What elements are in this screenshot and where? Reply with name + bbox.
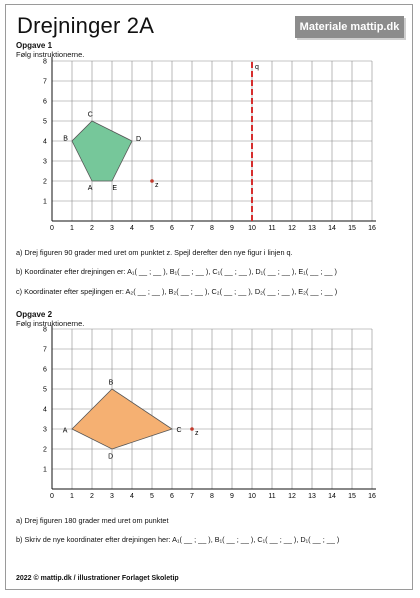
task1-instruction: Følg instruktionerne.	[16, 50, 85, 59]
task1-shape	[72, 121, 132, 181]
task1-x-tick-label: 15	[348, 225, 356, 232]
task1-x-tick-label: 5	[150, 225, 154, 232]
task2-x-tick-label: 14	[328, 493, 336, 500]
task2-x-tick-label: 11	[268, 493, 276, 500]
task1-grid	[32, 58, 392, 243]
task2-vertex-label: B	[108, 379, 114, 387]
task1-question-b: b) Koordinater efter drejningen er: A₁( __ ; __ ), B₁( __ ; __ ), C₁( __ ; __ ), D₁( __ ; __ ), E₁( __ ; __ )	[16, 267, 337, 276]
task2-rotation-point	[190, 427, 194, 431]
task1-y-tick-label: 3	[43, 158, 47, 166]
task1-vertex-label: C	[87, 111, 93, 119]
task1-x-tick-label: 9	[230, 225, 234, 232]
task2-y-tick-label: 3	[43, 426, 47, 434]
task2-question-b: b) Skriv de nye koordinater efter drejningen her: A₁( __ ; __ ), B₁( __ ; __ ), C₁( __ ; __ ), D₁( __ ; __ )	[16, 535, 340, 544]
task1-y-tick-label: 6	[43, 98, 47, 106]
task1-vertex-label: E	[112, 184, 118, 192]
task1-heading: Opgave 1	[16, 41, 53, 50]
task1-y-tick-label: 2	[43, 178, 47, 186]
task1-x-tick-label: 11	[268, 225, 276, 232]
task1-y-tick-label: 8	[43, 58, 47, 66]
task1-x-tick-label: 0	[50, 225, 54, 232]
task2-x-tick-label: 8	[210, 493, 214, 500]
task2-x-tick-label: 0	[50, 493, 54, 500]
task2-y-tick-label: 4	[43, 406, 47, 414]
task2-instruction: Følg instruktionerne.	[16, 319, 85, 328]
task2-vertex-label: A	[62, 427, 68, 435]
publisher-badge: Materiale mattip.dk	[295, 16, 404, 38]
task2-x-tick-label: 16	[368, 493, 376, 500]
task1-y-tick-label: 4	[43, 138, 47, 146]
task2-rotation-point-label: z	[195, 430, 199, 437]
task2-y-tick-label: 2	[43, 446, 47, 454]
task2-x-tick-label: 3	[110, 493, 114, 500]
task2-x-tick-label: 10	[248, 493, 256, 500]
task2-y-tick-label: 6	[43, 366, 47, 374]
task2-shape	[72, 389, 172, 449]
task2-grid	[32, 326, 392, 511]
task1-x-tick-label: 13	[308, 225, 316, 232]
task1-vertex-label: B	[63, 135, 68, 143]
task2-x-tick-label: 2	[90, 493, 94, 500]
task2-vertex-label: C	[176, 427, 182, 435]
task1-question-a: a) Drej figuren 90 grader med uret om punktet z. Spejl derefter den nye figur i linjen q.	[16, 248, 293, 257]
page-title: Drejninger 2A	[17, 13, 155, 38]
task1-x-tick-label: 1	[70, 225, 74, 232]
task1-vertex-label: D	[136, 136, 142, 144]
task2-x-tick-label: 7	[190, 493, 194, 500]
task2-heading: Opgave 2	[16, 310, 53, 319]
task2-x-tick-label: 9	[230, 493, 234, 500]
task2-y-tick-label: 8	[43, 326, 47, 334]
task2-y-tick-label: 7	[43, 346, 47, 354]
task2-x-tick-label: 15	[348, 493, 356, 500]
task1-x-tick-label: 16	[368, 225, 376, 232]
task1-y-tick-label: 1	[43, 198, 47, 206]
task1-x-tick-label: 8	[210, 225, 214, 232]
task1-x-tick-label: 12	[288, 225, 296, 232]
task2-x-tick-label: 4	[130, 493, 134, 500]
task1-question-c: c) Koordinater efter spejlingen er: A₂( __ ; __ ), B₂( __ ; __ ), C₂( __ ; __ ), D₂( __ ; __ ), E₂( __ ; __ )	[16, 287, 338, 296]
task1-y-tick-label: 7	[43, 78, 47, 86]
task1-x-tick-label: 4	[130, 225, 134, 232]
footer-credit: 2022 © mattip.dk / illustrationer Forlaget Skoletip	[16, 575, 179, 582]
task2-x-tick-label: 6	[170, 493, 174, 500]
task1-x-tick-label: 3	[110, 225, 114, 232]
task1-x-tick-label: 6	[170, 225, 174, 232]
task2-y-tick-label: 5	[43, 386, 47, 394]
worksheet-page	[5, 4, 413, 590]
task1-x-tick-label: 7	[190, 225, 194, 232]
task2-x-tick-label: 12	[288, 493, 296, 500]
task2-vertex-label: D	[108, 453, 114, 461]
task1-line-label: q	[255, 64, 259, 71]
task2-x-tick-label: 1	[70, 493, 74, 500]
task2-y-tick-label: 1	[43, 466, 47, 474]
task1-x-tick-label: 2	[90, 225, 94, 232]
task2-x-tick-label: 5	[150, 493, 154, 500]
task1-x-tick-label: 10	[248, 225, 256, 232]
task2-x-tick-label: 13	[308, 493, 316, 500]
task1-x-tick-label: 14	[328, 225, 336, 232]
task1-rotation-point-label: z	[155, 182, 159, 189]
task1-vertex-label: A	[87, 185, 93, 193]
task1-rotation-point	[150, 179, 154, 183]
task1-y-tick-label: 5	[43, 118, 47, 126]
task2-question-a: a) Drej figuren 180 grader med uret om punktet	[16, 516, 169, 525]
